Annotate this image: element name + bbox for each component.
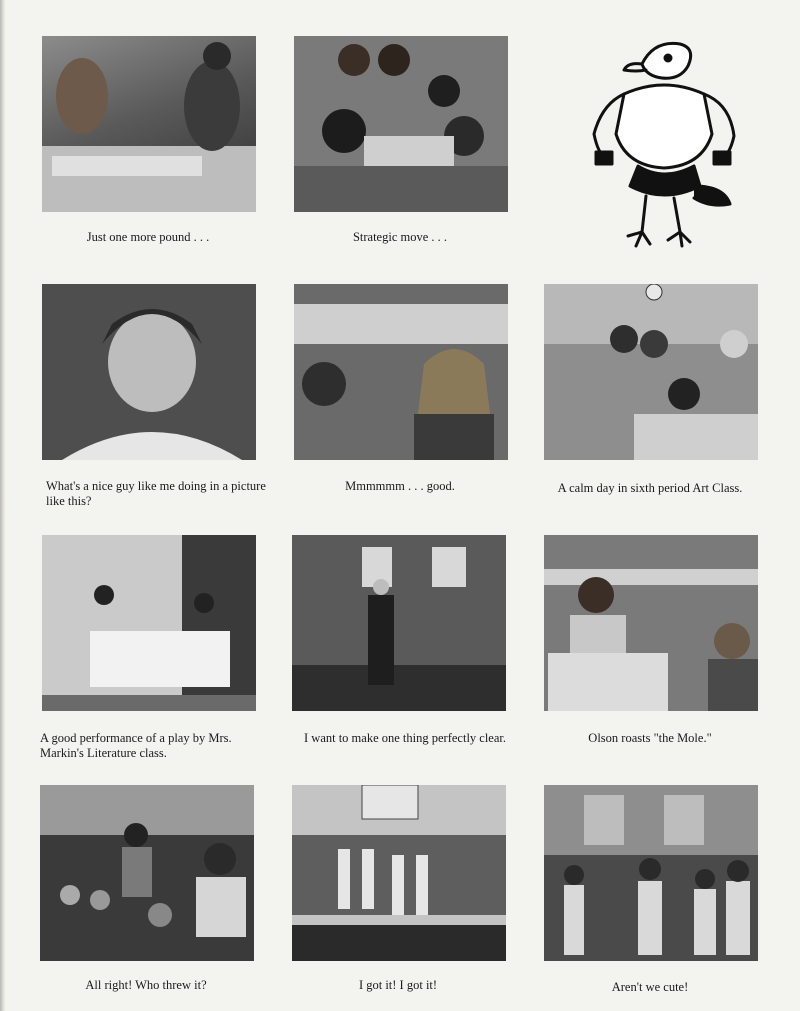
photo-chess-game <box>294 36 508 212</box>
caption: Mmmmmm . . . good. <box>345 479 455 493</box>
caption: A good performance of a play by Mrs. Markin's Literature class. <box>40 731 232 760</box>
photo-olson-roast <box>544 535 758 711</box>
photo-literature-play <box>42 535 256 711</box>
photo-bleachers <box>40 785 254 961</box>
caption: What's a nice guy like me doing in a picture like this? <box>46 479 266 508</box>
photo-cheer-group <box>544 785 758 961</box>
photo-gym-speaker <box>292 535 506 711</box>
caption: Aren't we cute! <box>611 980 689 994</box>
photo-girl-eating <box>294 284 508 460</box>
caption: I got it! I got it! <box>358 978 438 992</box>
photo-smiling-boy <box>42 284 256 460</box>
eagle-mascot-icon <box>584 36 744 248</box>
caption: I want to make one thing perfectly clear. <box>304 731 507 745</box>
photo-weightlifting <box>42 36 256 212</box>
caption: Olson roasts "the Mole." <box>588 731 712 745</box>
caption: All right! Who threw it? <box>85 978 207 992</box>
photo-basketball <box>292 785 506 961</box>
photo-art-class <box>544 284 758 460</box>
caption: Just one more pound . . . <box>86 230 210 244</box>
caption: A calm day in sixth period Art Class. <box>557 481 743 495</box>
page-binding-edge <box>0 0 6 1011</box>
caption: Strategic move . . . <box>352 230 448 244</box>
